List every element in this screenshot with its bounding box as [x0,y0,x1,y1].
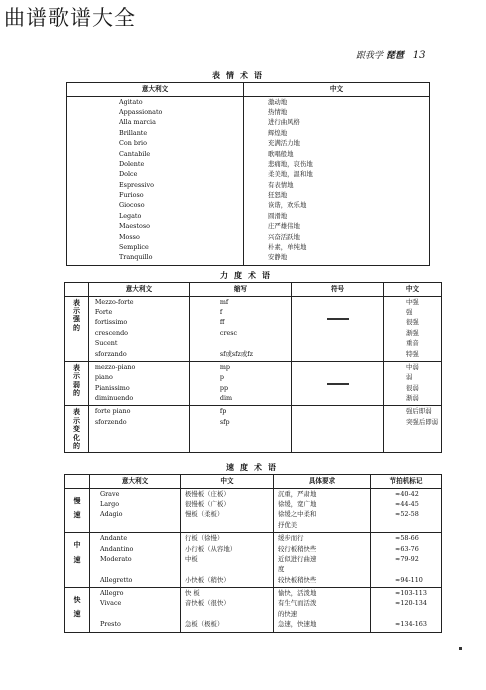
tempo-term-metronome: ≈134-163 [395,620,427,629]
tempo-term-chinese: 快 板 [185,589,200,598]
expression-term-chinese: 进行曲风格 [268,118,300,127]
expression-term-chinese: 朴素，单纯地 [268,243,307,252]
dynamics-col-italian: 意大利文 [88,283,189,297]
dynamics-term-abbr: p [219,373,224,382]
dynamics-term-chinese: 突强后即弱 [406,417,438,426]
dynamics-term-italian: sforzendo [94,417,127,426]
tempo-term-italian: Allegretto [100,575,133,584]
expression-term-chinese: 激动地 [268,97,288,106]
group-label-char: 的 [72,441,80,451]
tempo-term-metronome-cell [371,488,442,533]
group-label-char: 示 [72,371,80,381]
tempo-term-metronome: ≈120-134 [395,599,427,608]
dynamics-term-italian: Sucent [94,339,118,348]
tempo-term-metronome: ≈44-45 [395,499,419,508]
expression-col-italian: 意大利文 [67,83,244,97]
expression-term-italian: Legato [119,211,142,220]
group-label-char: 表 [72,407,80,417]
dynamics-term-italian: crescendo [94,328,129,337]
tempo-term-chinese: 急板（极板） [185,620,224,629]
dynamics-term-abbr: mf [219,297,229,306]
tempo-term-requirement-cell [274,488,371,533]
tempo-group-row [65,488,442,533]
tempo-title: 速度术语 [226,462,282,472]
expression-term-chinese: 热情地 [268,107,288,116]
tempo-group-row [65,588,442,633]
dynamics-term-italian: forte piano [94,407,131,416]
tempo-term-italian: Moderato [100,554,132,563]
dynamics-term-italian: diminuendo [94,394,134,403]
expression-term-chinese: 充满活力地 [268,139,300,148]
dynamics-sign-cell [292,406,384,453]
expression-term-italian: Giocoso [119,201,145,210]
tempo-term-chinese: 小行板（从容地） [185,544,237,553]
dynamics-term-abbr [220,339,288,349]
expression-chinese-list [244,96,430,265]
dynamics-term-italian: Forte [94,307,113,316]
expression-term-chinese: 圆滑地 [268,211,288,220]
tempo-term-requirement: 徐缓，宽广地 [278,499,317,508]
dynamics-term-abbr: dim [219,394,233,403]
tempo-term-metronome: ≈58-66 [395,534,419,543]
expression-term-italian: Espressivo [119,180,154,189]
dynamics-term-chinese: 很强 [406,318,419,327]
expression-term-chinese: 兴奋活跃地 [268,232,300,241]
tempo-term-italian: Grave [100,489,120,498]
dynamics-term-chinese: 重音 [406,339,419,348]
tempo-term-requirement-cell [274,588,371,633]
dynamics-term-chinese: 强后即弱 [406,407,432,416]
group-label-char: 快 [73,595,81,605]
dynamics-abbr-cell [189,296,291,361]
group-label-char: 速 [73,509,81,519]
watermark-title: 曲谱歌谱大全 [4,6,136,30]
expression-table [66,82,430,266]
expression-term-italian: Con brio [119,139,147,148]
tempo-term-metronome: ≈40-42 [395,489,419,498]
expression-term-italian: Agitato [119,97,143,106]
expression-term-chinese: 狂怒地 [268,191,288,200]
dynamics-chinese-cell [384,296,442,361]
tempo-col-req: 具体要求 [274,475,371,489]
dynamics-term-chinese: 特强 [406,349,419,358]
tempo-group-label [65,488,90,533]
dynamics-term-chinese: 弱 [406,373,413,382]
dynamics-term-chinese: 中强 [406,297,419,306]
dynamics-term-chinese: 强 [406,307,413,316]
tempo-term-chinese: 很慢板（广板） [185,499,230,508]
tempo-term-italian [100,610,177,620]
tempo-term-italian-cell [90,533,181,588]
tempo-term-chinese: 极慢板（庄板） [185,489,230,498]
tempo-term-italian: Adagio [100,510,123,519]
tempo-group-label [65,533,90,588]
group-label-char: 的 [72,322,80,332]
tempo-term-chinese: 中板 [185,554,198,563]
group-label-char: 强 [72,314,80,324]
tempo-term-chinese: 慢板（柔板） [185,510,224,519]
tempo-group-row [65,533,442,588]
tempo-term-requirement: 较行板稍快些 [278,544,317,553]
tempo-term-requirement: 沉重，严肃地 [278,489,317,498]
tempo-term-chinese [185,610,270,620]
dynamics-term-italian: sforzando [94,349,127,358]
expression-term-italian: Appassionato [119,107,163,116]
tempo-term-requirement: 愉快，活泼地 [278,589,317,598]
group-label-char: 表 [72,297,80,307]
group-label-char: 速 [73,609,81,619]
hairpin-sign-icon [327,318,349,320]
group-label-char: 化 [72,432,80,442]
dynamics-group-row [65,361,442,406]
tempo-term-italian: Presto [100,620,121,629]
dynamics-term-italian: Mezzo-forte [94,297,134,306]
header-series: 跟我学 [356,51,384,61]
expression-term-chinese: 诙谐，欢乐地 [268,201,307,210]
tempo-col-chinese: 中文 [181,475,274,489]
dynamics-term-abbr: pp [219,383,229,392]
group-label-char: 慢 [73,495,81,505]
dynamics-term-chinese: 渐强 [406,328,419,337]
tempo-term-italian: Vivace [100,599,122,608]
dynamics-italian-cell [88,296,189,361]
expression-term-chinese: 辉煌地 [268,128,288,137]
expression-term-italian: Alla marcia [119,118,156,127]
dynamics-term-abbr: cresc [219,328,238,337]
expression-term-italian: Maestoso [119,222,150,231]
page-number: 13 [412,50,426,61]
dynamics-chinese-cell [384,361,442,406]
tempo-term-chinese: 音快板（很快） [185,599,230,608]
tempo-term-metronome-cell [371,533,442,588]
tempo-term-italian: Andantino [100,544,134,553]
tempo-col-italian: 意大利文 [90,475,181,489]
dynamics-group-label [65,406,89,453]
dynamics-table [64,282,442,453]
tempo-term-metronome: ≈79-92 [395,554,419,563]
hairpin-sign-icon [327,383,349,385]
tempo-term-italian-cell [90,588,181,633]
group-label-char: 的 [72,388,80,398]
expression-term-italian: Cantabile [119,149,151,158]
tempo-term-chinese-cell [181,533,274,588]
tempo-term-metronome: ≈94-110 [395,575,423,584]
dynamics-term-abbr: f [219,307,223,316]
dynamics-term-italian: mezzo-piano [94,362,136,371]
dynamics-title: 力度术语 [220,270,276,280]
tempo-term-metronome: ≈52-58 [395,510,419,519]
dynamics-col-abbr: 缩写 [189,283,291,297]
page-header [356,48,426,61]
tempo-term-metronome: ≈63-76 [395,544,419,553]
group-label-char: 中 [73,540,81,550]
dynamics-term-chinese: 渐弱 [406,394,419,403]
dynamics-term-chinese: 中弱 [406,362,419,371]
expression-col-chinese: 中文 [244,83,430,97]
dynamics-group-label [65,361,89,406]
tempo-term-requirement: 缓步而行 [278,534,304,543]
tempo-term-requirement: 近似进行曲速 [278,554,317,563]
tempo-col-mm: 节拍机标记 [371,475,442,489]
tempo-term-chinese-cell [181,488,274,533]
tempo-term-requirement-cell [274,533,371,588]
tempo-term-requirement: 急速，快速地 [278,620,317,629]
expression-term-italian: Tranquillo [119,253,153,262]
dynamics-term-italian: fortissimo [94,318,128,327]
dynamics-abbr-cell [189,406,291,453]
dynamics-abbr-cell [189,361,291,406]
tempo-term-italian: Andante [100,534,128,543]
expression-italian-list [67,96,244,265]
dynamics-group-row [65,296,442,361]
tempo-term-italian: Allegro [100,589,124,598]
expression-term-italian: Semplice [119,243,149,252]
dynamics-term-abbr: sf或sfz或fz [219,349,254,358]
dynamics-term-italian: piano [94,373,113,382]
expression-term-chinese: 悲痛地，哀伤地 [268,159,313,168]
tempo-term-requirement: 的快速 [278,609,298,618]
dynamics-chinese-cell [384,406,442,453]
expression-term-chinese: 歌唱般地 [268,149,294,158]
tempo-term-metronome: ≈103-113 [395,589,427,598]
tempo-term-requirement: 较快板稍快些 [278,575,317,584]
dynamics-term-abbr: ff [219,318,225,327]
tempo-term-metronome [395,565,438,575]
tempo-term-italian [100,565,177,575]
expression-term-italian: Brillante [119,128,148,137]
dynamics-italian-cell [88,406,189,453]
dynamics-sign-cell [292,296,384,361]
tempo-term-chinese [185,565,270,575]
group-label-char: 变 [72,424,80,434]
group-label-char: 速 [73,554,81,564]
dynamics-col-sign: 符号 [292,283,384,297]
expression-term-chinese: 有表情地 [268,180,294,189]
group-label-char: 示 [72,415,80,425]
tempo-term-chinese: 行板（徐慢） [185,534,224,543]
tempo-term-chinese: 小快板（稍快） [185,575,230,584]
dynamics-term-italian: Pianissimo [94,383,130,392]
dynamics-col-chinese: 中文 [384,283,442,297]
dynamics-group-label [65,296,89,361]
expression-term-chinese: 庄严雄伟地 [268,222,300,231]
tempo-term-italian: Largo [100,499,120,508]
dynamics-group-row [65,406,442,453]
expression-term-chinese: 柔美地，温和地 [268,170,313,179]
dynamics-sign-cell [292,361,384,406]
group-label-char: 弱 [72,379,80,389]
tempo-term-requirement: 度 [278,565,285,574]
tempo-term-chinese-cell [181,588,274,633]
dynamics-italian-cell [88,361,189,406]
expression-title: 表情术语 [212,70,268,80]
tempo-term-requirement: 抒优美 [278,520,298,529]
tempo-term-metronome [395,610,438,620]
dynamics-term-abbr: mp [219,362,231,371]
dynamics-term-abbr: fp [219,407,227,416]
tempo-term-requirement: 徐缓之中柔和 [278,510,317,519]
tempo-term-italian-cell [90,488,181,533]
header-brand: 琵琶 [385,51,404,61]
expression-term-italian: Dolente [119,159,145,168]
dynamics-term-abbr: sfp [219,417,230,426]
expression-term-chinese: 安静地 [268,253,288,262]
dynamics-term-chinese: 很弱 [406,383,419,392]
tempo-table [64,474,442,633]
expression-term-italian: Furioso [119,191,144,200]
tempo-term-requirement: 有生气而活泼 [278,599,317,608]
group-label-char: 表 [72,362,80,372]
group-label-char: 示 [72,305,80,315]
tempo-term-metronome-cell [371,588,442,633]
margin-mark [459,647,462,650]
expression-term-italian: Dolce [119,170,138,179]
tempo-group-label [65,588,90,633]
expression-term-italian: Mosso [119,232,140,241]
